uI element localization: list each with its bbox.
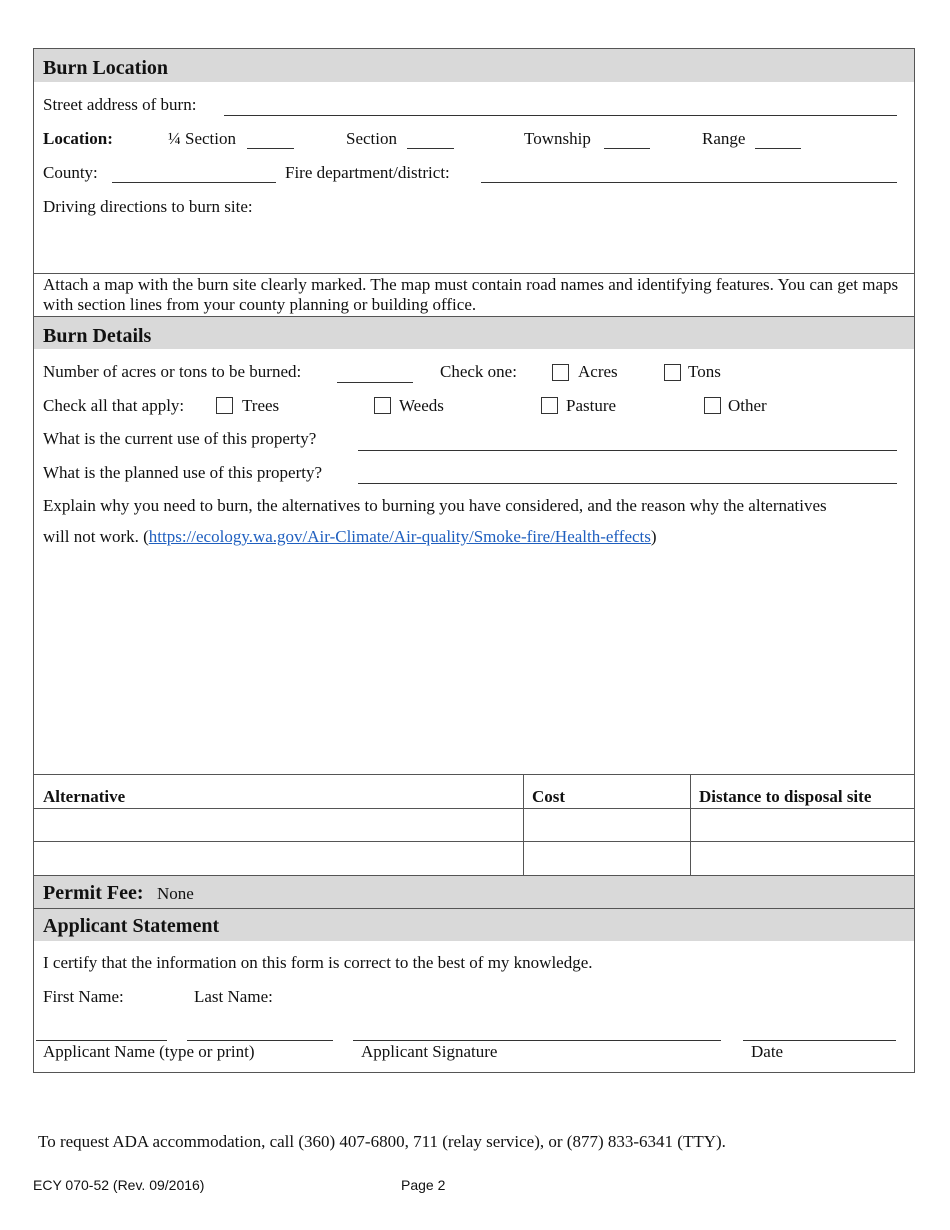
acres-tons-field[interactable] <box>337 382 413 383</box>
acres-option-label: Acres <box>578 362 618 381</box>
page-number: Page 2 <box>401 1177 446 1193</box>
applicant-statement-header <box>34 908 914 941</box>
weeds-option-label: Weeds <box>399 396 444 415</box>
table-top-rule <box>34 774 914 775</box>
burn-permit-form <box>33 48 915 1073</box>
location-label: Location: <box>43 129 113 148</box>
county-field[interactable] <box>112 182 276 183</box>
map-note: Attach a map with the burn site clearly marked. The map must contain road names and identifying features. You can get maps with section lines from your county planning or building office. <box>43 275 899 314</box>
driving-directions-label: Driving directions to burn site: <box>43 197 253 216</box>
street-address-label: Street address of burn: <box>43 95 197 114</box>
township-label: Township <box>524 129 591 148</box>
permit-fee-label: Permit Fee: <box>43 882 144 904</box>
explain-prefix: will not work. ( <box>43 527 149 546</box>
alternative-cell-1[interactable] <box>34 809 522 841</box>
current-use-field[interactable] <box>358 450 897 451</box>
fire-department-field[interactable] <box>481 182 897 183</box>
alternative-cell-2[interactable] <box>34 842 522 874</box>
pasture-option-label: Pasture <box>566 396 617 415</box>
date-caption: Date <box>751 1042 784 1061</box>
check-one-label: Check one: <box>440 362 517 381</box>
first-name-label: First Name: <box>43 987 124 1006</box>
section-label: Section <box>346 129 397 148</box>
alternative-header: Alternative <box>43 787 126 806</box>
burn-location-title: Burn Location <box>43 57 169 79</box>
check-all-label: Check all that apply: <box>43 396 185 415</box>
explain-suffix: ) <box>650 527 657 546</box>
other-checkbox[interactable] <box>704 397 721 414</box>
street-address-field[interactable] <box>224 115 897 116</box>
section-field[interactable] <box>407 148 454 149</box>
county-label: County: <box>43 163 98 182</box>
explain-text: Explain why you need to burn, the alternatives to burning you have considered, and the reason why the alternatives <box>43 496 827 515</box>
distance-cell-2[interactable] <box>691 842 914 874</box>
last-name-label: Last Name: <box>194 987 273 1006</box>
permit-fee-value: None <box>157 884 194 903</box>
driving-directions-field[interactable] <box>43 219 903 271</box>
weeds-checkbox[interactable] <box>374 397 391 414</box>
quarter-section-field[interactable] <box>247 148 294 149</box>
cost-cell-2[interactable] <box>524 842 689 874</box>
date-field[interactable] <box>743 1040 896 1041</box>
explain-text-line2 <box>43 527 657 547</box>
burn-details-title: Burn Details <box>43 325 152 347</box>
township-field[interactable] <box>604 148 650 149</box>
range-field[interactable] <box>755 148 801 149</box>
applicant-name-caption: Applicant Name (type or print) <box>43 1042 255 1061</box>
tons-option-label: Tons <box>688 362 721 381</box>
fire-department-label: Fire department/district: <box>285 163 450 182</box>
other-option-label: Other <box>728 396 767 415</box>
certify-text: I certify that the information on this form is correct to the best of my knowledge. <box>43 953 593 972</box>
tons-checkbox[interactable] <box>664 364 681 381</box>
explanation-field[interactable] <box>43 554 903 769</box>
range-label: Range <box>702 129 746 148</box>
pasture-checkbox[interactable] <box>541 397 558 414</box>
first-name-field[interactable] <box>36 1040 167 1041</box>
ada-accommodation-text: To request ADA accommodation, call (360) 407-6800, 711 (relay service), or (877) 833-6341 (TTY). <box>38 1132 726 1151</box>
signature-field[interactable] <box>353 1040 721 1041</box>
cost-header: Cost <box>532 787 566 806</box>
current-use-label: What is the current use of this property? <box>43 429 317 448</box>
planned-use-field[interactable] <box>358 483 897 484</box>
permit-fee-band <box>34 875 914 908</box>
planned-use-label: What is the planned use of this property? <box>43 463 323 482</box>
distance-header: Distance to disposal site <box>699 787 872 806</box>
divider <box>34 273 914 274</box>
trees-checkbox[interactable] <box>216 397 233 414</box>
burn-location-header <box>34 49 914 82</box>
trees-option-label: Trees <box>242 396 280 415</box>
cost-cell-1[interactable] <box>524 809 689 841</box>
health-effects-link[interactable]: https://ecology.wa.gov/Air-Climate/Air-quality/Smoke-fire/Health-effects <box>148 527 651 546</box>
last-name-field[interactable] <box>187 1040 333 1041</box>
burn-details-header <box>34 316 914 349</box>
acres-tons-label: Number of acres or tons to be burned: <box>43 362 302 381</box>
distance-cell-1[interactable] <box>691 809 914 841</box>
form-id: ECY 070-52 (Rev. 09/2016) <box>33 1177 205 1193</box>
acres-checkbox[interactable] <box>552 364 569 381</box>
signature-caption: Applicant Signature <box>361 1042 498 1061</box>
quarter-section-label: ¼ Section <box>168 129 236 148</box>
applicant-statement-title: Applicant Statement <box>43 915 220 937</box>
